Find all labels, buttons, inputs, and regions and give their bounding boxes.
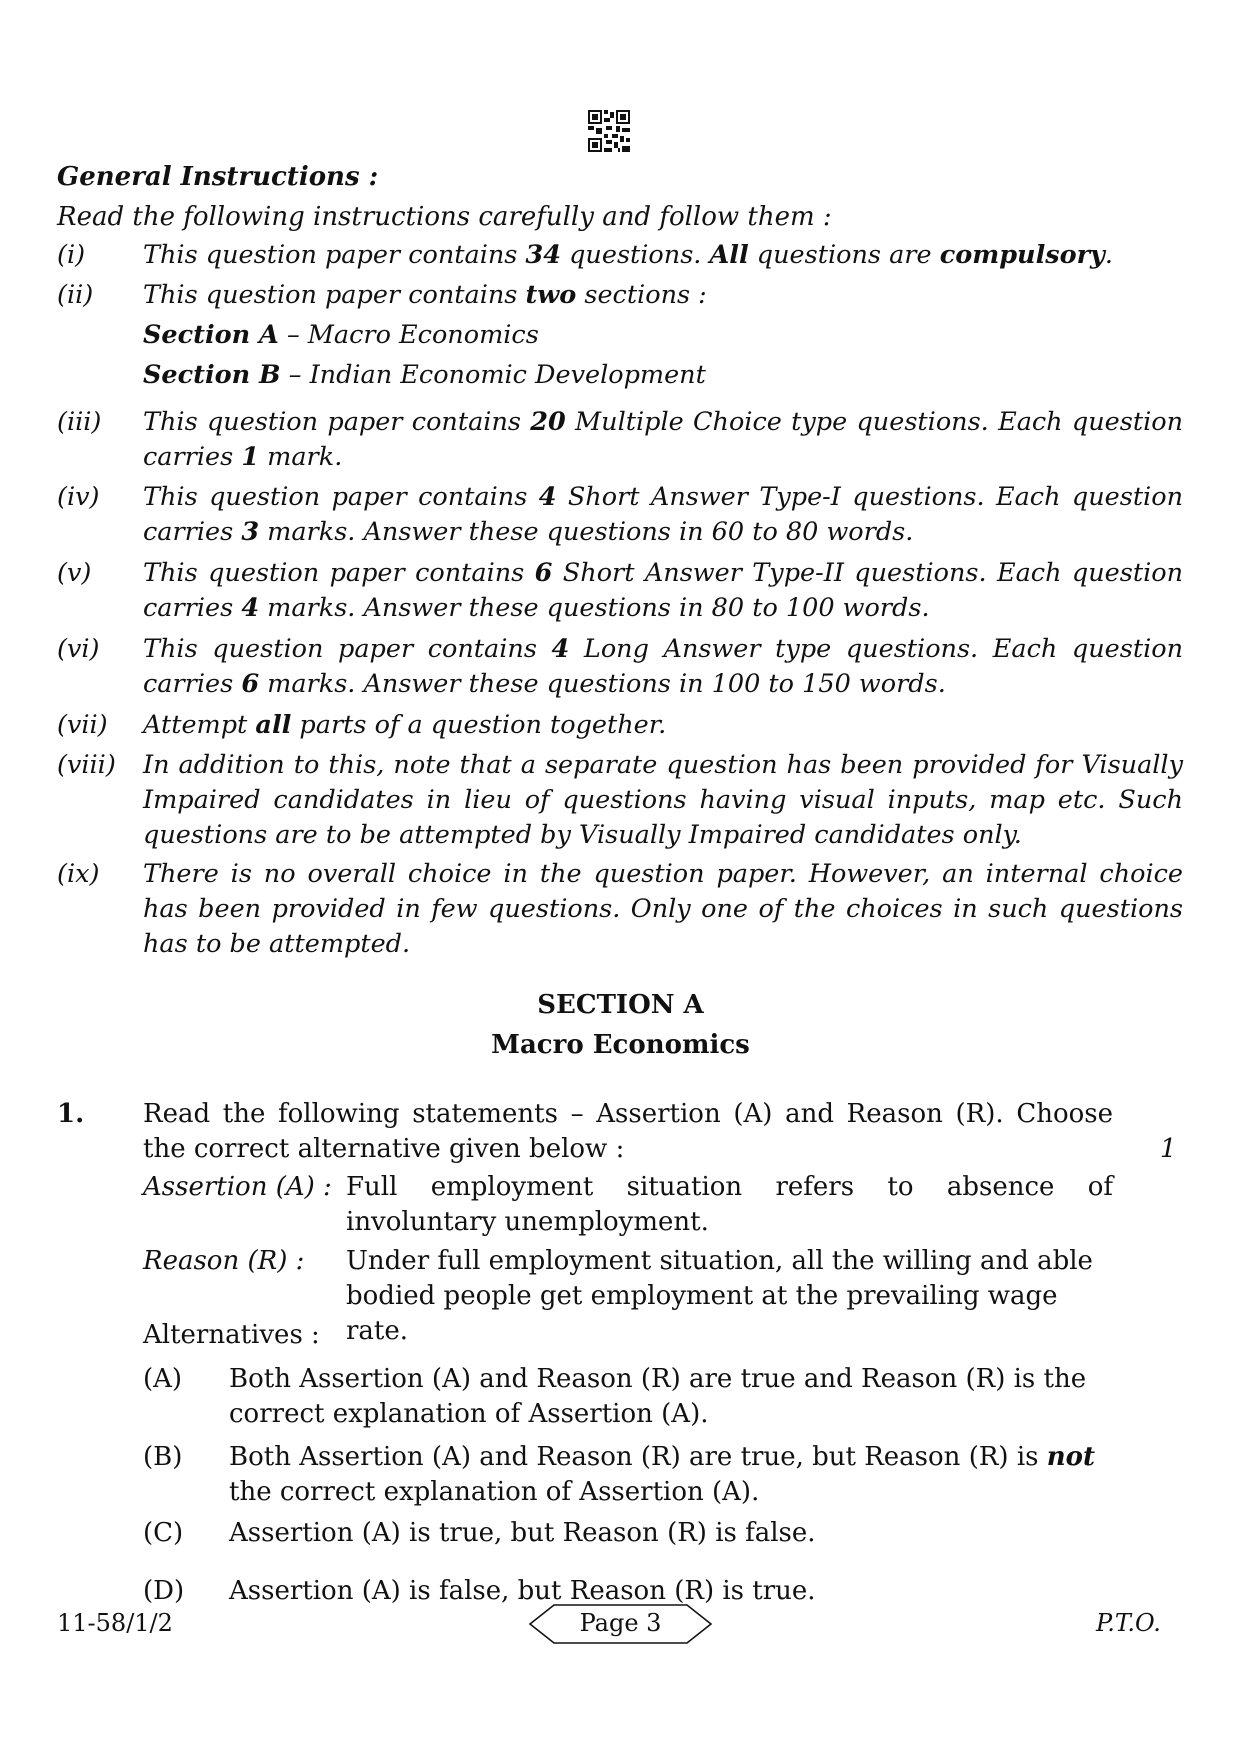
- general-instructions-title: General Instructions :: [57, 162, 379, 192]
- instruction-number: (iii): [57, 407, 102, 437]
- instruction-text: This question paper contains two sections :: [143, 280, 707, 310]
- section-b-line: Section B – Indian Economic Development: [143, 360, 706, 390]
- instruction-number: (ix): [57, 859, 100, 889]
- instruction-number: (v): [57, 558, 92, 588]
- instruction-number: (ii): [57, 280, 94, 310]
- question-number: 1.: [57, 1099, 85, 1129]
- option-letter: (C): [143, 1518, 184, 1548]
- option-text: Assertion (A) is false, but Reason (R) is true.: [229, 1576, 816, 1606]
- instruction-number: (vi): [57, 634, 100, 664]
- paper-code: 11-58/1/2: [57, 1609, 173, 1637]
- question-stem: Read the following statements – Assertion (A) and Reason (R). Choose the correct alternative given below :: [143, 1099, 1113, 1164]
- instruction-number: (i): [57, 240, 86, 270]
- instruction-text: This question paper contains 34 questions. All questions are compulsory.: [143, 240, 1113, 270]
- reason-label: Reason (R) :: [143, 1246, 305, 1276]
- option-text: Both Assertion (A) and Reason (R) are true and Reason (R) is the correct explanation of Assertion (A).: [229, 1364, 1087, 1429]
- alternatives-label: Alternatives :: [143, 1320, 320, 1350]
- question-marks: 1: [1160, 1134, 1177, 1164]
- instruction-text: There is no overall choice in the question paper. However, an internal choice has been provided in few questions. Only one of the choices in such questions has to be attempted.: [143, 859, 1183, 959]
- option-text: Both Assertion (A) and Reason (R) are true, but Reason (R) is not the correct explanation of Assertion (A).: [229, 1442, 1096, 1507]
- instruction-number: (iv): [57, 482, 100, 512]
- section-subtitle: Macro Economics: [491, 1030, 750, 1060]
- instruction-text: This question paper contains 6 Short Answer Type-II questions. Each question carries 4 marks. Answer these questions in 80 to 100 words.: [143, 558, 1183, 623]
- option-letter: (B): [143, 1442, 183, 1472]
- section-title: SECTION A: [537, 990, 704, 1020]
- instruction-text: This question paper contains 4 Long Answer type questions. Each question carries 6 marks. Answer these questions in 100 to 150 words.: [143, 634, 1184, 699]
- instruction-text: Attempt all parts of a question together.: [143, 710, 667, 740]
- assertion-text: Full employment situation refers to absence of involuntary unemployment.: [346, 1172, 1113, 1237]
- page-number: Page 3: [579, 1609, 662, 1637]
- pto-label: P.T.O.: [1096, 1609, 1161, 1637]
- instruction-number: (vii): [57, 710, 108, 740]
- option-text: Assertion (A) is true, but Reason (R) is false.: [229, 1518, 816, 1548]
- section-a-line: Section A – Macro Economics: [143, 320, 539, 350]
- qr-code-icon: [588, 110, 630, 152]
- option-letter: (D): [143, 1576, 185, 1606]
- assertion-label: Assertion (A) :: [143, 1172, 332, 1202]
- option-letter: (A): [143, 1364, 183, 1394]
- instruction-text: This question paper contains 4 Short Answer Type-I questions. Each question carries 3 marks. Answer these questions in 60 to 80 words.: [143, 482, 1183, 547]
- instruction-number: (viii): [57, 750, 116, 780]
- instruction-text: This question paper contains 20 Multiple Choice type questions. Each question carries 1 mark.: [143, 407, 1183, 472]
- instruction-text: In addition to this, note that a separate question has been provided for Visually Impaired candidates in lieu of questions having visual inputs, map etc. Such questions are to be attempted by Visually Impaired candidates only.: [143, 750, 1183, 850]
- reason-text: Under full employment situation, all the willing and able bodied people get employment at the prevailing wage rate.: [346, 1246, 1093, 1346]
- general-instructions-intro: Read the following instructions carefully and follow them :: [57, 202, 832, 232]
